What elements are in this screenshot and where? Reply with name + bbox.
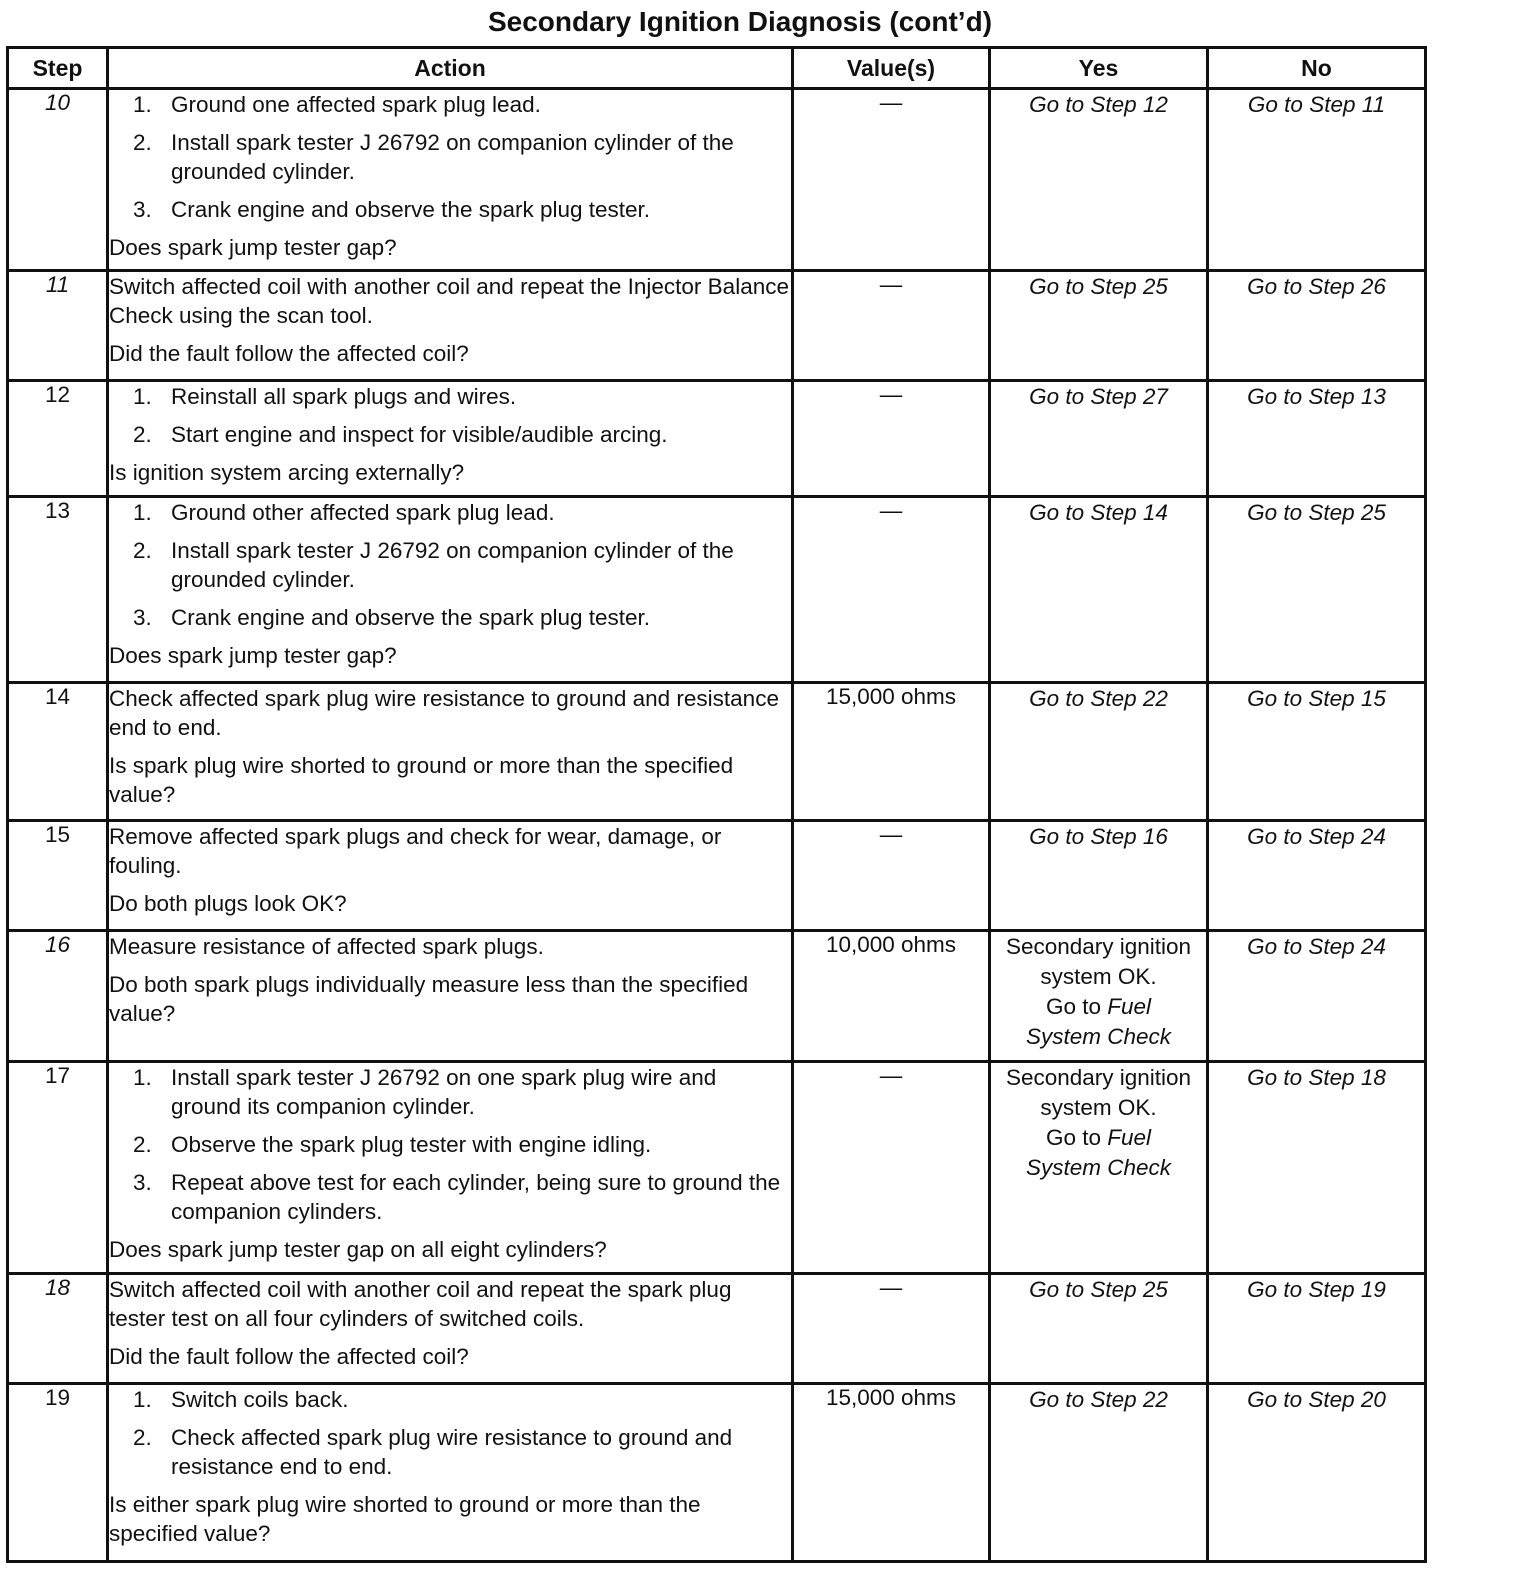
action-cell (108, 89, 793, 271)
action-text: Switch affected coil with another coil and repeat the Injector Balance Check using the scan tool. (109, 274, 789, 328)
yes-goto-text: Go to (1045, 1125, 1101, 1150)
action-question: Do both spark plugs individually measure less than the specified value? (109, 972, 749, 1026)
no-cell: Go to Step 24 (1208, 931, 1426, 1062)
yes-result: Go to Step 22 (1029, 1387, 1168, 1412)
table-row (8, 683, 1426, 821)
no-cell: Go to Step 25 (1208, 497, 1426, 683)
page-title: Secondary Ignition Diagnosis (cont’d) (487, 6, 993, 37)
value-cell: — (793, 497, 990, 683)
no-cell: Go to Step 19 (1208, 1274, 1426, 1384)
step-number: 18 (8, 1274, 108, 1384)
action-question: Do both plugs look OK? (109, 891, 347, 916)
action-step (133, 1168, 791, 1226)
action-step-number: 2. (133, 130, 152, 155)
action-question: Is ignition system arcing externally? (109, 460, 465, 485)
action-step-text: Ground other affected spark plug lead. (171, 500, 555, 525)
action-step-text: Crank engine and observe the spark plug tester. (171, 605, 651, 630)
step-number: 13 (8, 497, 108, 683)
action-step-text: Install spark tester J 26792 on companion cylinder of the grounded cylinder. (171, 130, 734, 184)
no-cell: Go to Step 26 (1208, 271, 1426, 381)
yes-goto-line (991, 992, 1206, 1022)
action-step (133, 536, 791, 594)
yes-result: Go to Step 25 (1029, 1277, 1168, 1302)
header-step: Step (8, 48, 108, 89)
action-step-number: 3. (133, 197, 152, 222)
action-question: Did the fault follow the affected coil? (109, 1344, 469, 1369)
action-step-number: 1. (133, 1065, 152, 1090)
action-text: Switch affected coil with another coil and repeat the spark plug tester test on all four cylinders of switched coils. (109, 1277, 732, 1331)
yes-result: Go to Step 27 (1029, 384, 1168, 409)
action-step (133, 498, 791, 527)
table-header-row (8, 48, 1426, 89)
yes-cell (990, 497, 1208, 683)
action-step-text: Install spark tester J 26792 on one spark plug wire and ground its companion cylinder. (171, 1065, 717, 1119)
action-steps-list (109, 1063, 791, 1226)
action-step (133, 382, 791, 411)
table-row (8, 497, 1426, 683)
yes-result: Go to Step 14 (1029, 500, 1168, 525)
action-step-text: Repeat above test for each cylinder, being sure to ground the companion cylinders. (171, 1170, 781, 1224)
step-number: 17 (8, 1062, 108, 1274)
table-row (8, 1274, 1426, 1384)
action-step-number: 2. (133, 422, 152, 447)
value-cell: 10,000 ohms (793, 931, 990, 1062)
action-cell (108, 931, 793, 1062)
table-row (8, 821, 1426, 931)
action-step (133, 1423, 791, 1481)
yes-cell (990, 1384, 1208, 1562)
no-cell: Go to Step 20 (1208, 1384, 1426, 1562)
action-cell (108, 381, 793, 497)
action-step-text: Reinstall all spark plugs and wires. (171, 384, 517, 409)
table-row (8, 381, 1426, 497)
value-cell: — (793, 381, 990, 497)
action-cell (108, 271, 793, 381)
action-steps-list (109, 382, 791, 449)
yes-cell (990, 931, 1208, 1062)
action-step (133, 1063, 791, 1121)
yes-system-check: System Check (1025, 1024, 1172, 1049)
table-row (8, 1062, 1426, 1274)
table-body (8, 89, 1426, 1562)
yes-result: Go to Step 12 (1029, 92, 1168, 117)
step-number: 15 (8, 821, 108, 931)
action-question: Does spark jump tester gap? (109, 643, 397, 668)
yes-cell (990, 271, 1208, 381)
yes-cell (990, 381, 1208, 497)
action-steps-list (109, 90, 791, 224)
action-cell (108, 821, 793, 931)
yes-ok-text: Secondary ignition system OK. (1005, 1065, 1192, 1120)
no-cell: Go to Step 11 (1208, 89, 1426, 271)
yes-fuel-text: Fuel (1107, 1125, 1152, 1150)
action-steps-list (109, 498, 791, 632)
step-number: 14 (8, 683, 108, 821)
step-number: 19 (8, 1384, 108, 1562)
action-step (133, 420, 791, 449)
action-cell (108, 1274, 793, 1384)
action-question: Does spark jump tester gap? (109, 235, 397, 260)
no-cell: Go to Step 24 (1208, 821, 1426, 931)
step-number: 10 (8, 89, 108, 271)
table-row (8, 1384, 1426, 1562)
yes-ok-text: Secondary ignition system OK. (1005, 934, 1192, 989)
action-step-number: 1. (133, 1387, 152, 1412)
no-cell: Go to Step 18 (1208, 1062, 1426, 1274)
action-step-number: 1. (133, 500, 152, 525)
action-step-number: 2. (133, 1425, 152, 1450)
header-yes: Yes (990, 48, 1208, 89)
step-number: 11 (8, 271, 108, 381)
action-step-text: Start engine and inspect for visible/audible arcing. (171, 422, 668, 447)
action-text: Remove affected spark plugs and check for wear, damage, or fouling. (109, 824, 722, 878)
action-question: Is spark plug wire shorted to ground or more than the specified value? (109, 753, 734, 807)
yes-goto-text: Go to (1045, 994, 1101, 1019)
action-step (133, 1130, 791, 1159)
yes-fuel-text: Fuel (1107, 994, 1152, 1019)
header-action: Action (108, 48, 793, 89)
action-text: Check affected spark plug wire resistance to ground and resistance end to end. (109, 686, 779, 740)
action-step (133, 603, 791, 632)
value-cell: — (793, 1062, 990, 1274)
yes-cell (990, 89, 1208, 271)
action-cell (108, 683, 793, 821)
value-cell: — (793, 1274, 990, 1384)
table-row (8, 931, 1426, 1062)
yes-cell (990, 821, 1208, 931)
table-row (8, 89, 1426, 271)
step-number: 16 (8, 931, 108, 1062)
value-cell: 15,000 ohms (793, 683, 990, 821)
action-step-text: Crank engine and observe the spark plug tester. (171, 197, 651, 222)
value-cell: — (793, 271, 990, 381)
yes-result: Go to Step 16 (1029, 824, 1168, 849)
yes-goto-line (991, 1123, 1206, 1153)
action-step (133, 1385, 791, 1414)
yes-cell (990, 1274, 1208, 1384)
action-step-text: Observe the spark plug tester with engine idling. (171, 1132, 652, 1157)
action-step-text: Check affected spark plug wire resistance to ground and resistance end to end. (171, 1425, 733, 1479)
action-question: Did the fault follow the affected coil? (109, 341, 469, 366)
action-step-number: 1. (133, 384, 152, 409)
action-text: Measure resistance of affected spark plugs. (109, 934, 544, 959)
action-cell (108, 1062, 793, 1274)
action-step-text: Install spark tester J 26792 on companion cylinder of the grounded cylinder. (171, 538, 734, 592)
yes-result: Go to Step 22 (1029, 686, 1168, 711)
action-step-number: 2. (133, 1132, 152, 1157)
header-no: No (1208, 48, 1426, 89)
action-step-text: Switch coils back. (171, 1387, 349, 1412)
value-cell: 15,000 ohms (793, 1384, 990, 1562)
action-step (133, 195, 791, 224)
action-step-number: 2. (133, 538, 152, 563)
action-step-text: Ground one affected spark plug lead. (171, 92, 541, 117)
action-step-number: 3. (133, 1170, 152, 1195)
action-question: Does spark jump tester gap on all eight cylinders? (109, 1237, 607, 1262)
yes-cell (990, 683, 1208, 821)
no-cell: Go to Step 15 (1208, 683, 1426, 821)
value-cell: — (793, 89, 990, 271)
action-step (133, 90, 791, 119)
table-row (8, 271, 1426, 381)
action-question: Is either spark plug wire shorted to ground or more than the specified value? (109, 1492, 701, 1546)
header-values: Value(s) (793, 48, 990, 89)
no-cell: Go to Step 13 (1208, 381, 1426, 497)
value-cell: — (793, 821, 990, 931)
yes-system-check: System Check (1025, 1155, 1172, 1180)
diagnosis-table (6, 46, 1427, 1563)
action-step (133, 128, 791, 186)
action-step-number: 3. (133, 605, 152, 630)
yes-result: Go to Step 25 (1029, 274, 1168, 299)
yes-cell (990, 1062, 1208, 1274)
action-cell (108, 1384, 793, 1562)
action-cell (108, 497, 793, 683)
action-step-number: 1. (133, 92, 152, 117)
step-number: 12 (8, 381, 108, 497)
action-steps-list (109, 1385, 791, 1481)
